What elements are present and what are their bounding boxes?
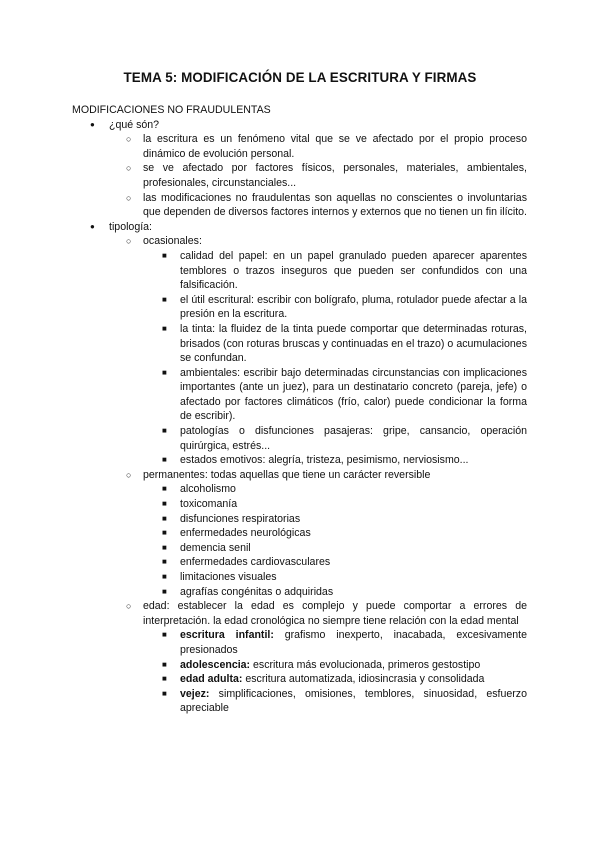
list-item-label: edad: establecer la edad es complejo y puede comportar a errores de interpretación. la edad cronológica no siempre tiene relación con la edad mental [143,600,527,627]
list-item [72,628,527,657]
list-item-text [180,628,527,657]
square-bullet-icon: ■ [162,367,167,377]
list-item-label: tipología: [109,220,152,233]
list-item-tipologia [72,220,527,716]
edad-list [72,628,527,716]
list-item-text: estados emotivos: alegría, tristeza, pesimismo, nerviosismo... [180,454,469,467]
list-item [72,132,527,161]
list-item-text: disfunciones respiratorias [180,512,301,525]
list-item-text: enfermedades neurológicas [180,527,311,540]
list-item [72,585,527,600]
list-item [72,672,527,687]
term-label: vejez: [180,687,210,700]
list-item-label: ocasionales: [143,235,202,248]
ocasionales-list [72,249,527,468]
list-item [72,497,527,512]
list-item-text [180,687,527,716]
list-item-text: toxicomanía [180,498,238,511]
filled-circle-bullet-icon: ● [90,221,95,231]
list-item-que-son [72,118,527,220]
list-item-text: limitaciones visuales [180,571,277,583]
hollow-circle-bullet-icon: ○ [126,469,132,480]
square-bullet-icon: ■ [162,688,167,698]
list-item-text: alcoholismo [180,483,236,496]
hollow-circle-bullet-icon: ○ [126,192,132,203]
square-bullet-icon: ■ [162,572,167,581]
list-item-text: la escritura es un fenómeno vital que se ve afectado por el propio proceso dinámico de evolución personal. [143,133,527,160]
square-bullet-icon: ■ [162,674,167,684]
term-description: escritura más evolucionada, primeros gestostipo [250,658,481,671]
list-item-label: ¿qué són? [109,118,160,131]
list-item [72,526,527,541]
permanentes-list [72,482,527,599]
square-bullet-icon: ■ [162,513,167,523]
list-item [72,512,527,527]
section-heading: MODIFICACIONES NO FRAUDULENTAS [72,104,271,116]
list-item-text [180,672,527,687]
list-item [72,161,527,190]
square-bullet-icon: ■ [162,586,167,596]
list-item [72,322,527,366]
square-bullet-icon: ■ [162,323,167,333]
square-bullet-icon: ■ [162,528,167,538]
term-label: escritura infantil: [180,629,274,642]
filled-circle-bullet-icon: ● [90,119,95,129]
list-item-text: la tinta: la fluidez de la tinta puede comportar que determinadas roturas, brisados (con roturas bruscas y continuadas en el trazo) o acumulaciones se confundan. [180,322,527,365]
list-item-text: el útil escritural: escribir con bolígrafo, pluma, rotulador puede afectar a la presión en la escritura. [180,293,527,321]
list-item-text: demencia senil [180,541,251,554]
list-item-permanentes [72,468,527,599]
list-item [72,482,527,497]
square-bullet-icon: ■ [162,659,167,669]
term-description: grafismo inexperto, inacabada, excesivamente presionados [180,629,527,656]
hollow-circle-bullet-icon: ○ [126,601,132,612]
square-bullet-icon: ■ [162,455,167,465]
square-bullet-icon: ■ [162,542,167,552]
list-item-edad [72,599,527,716]
list-item-text: patologías o disfunciones pasajeras: gripe, cansancio, operación quirúrgica, estrés... [180,425,527,452]
square-bullet-icon: ■ [162,499,167,509]
list-item-ocasionales [72,234,527,468]
list-item-text: enfermedades cardiovasculares [180,556,331,569]
document-body [72,103,527,716]
list-item [72,293,527,322]
list-item [72,658,527,673]
list-item [72,687,527,716]
list-item-text: calidad del papel: en un papel granulado pueden aparecer aparentes temblores o trazos inseguros que pueden ser confundidos con una falsificación. [180,249,527,292]
square-bullet-icon: ■ [162,557,167,567]
list-item [72,555,527,570]
hollow-circle-bullet-icon: ○ [126,236,132,247]
term-label: edad adulta: [180,673,243,686]
tipologia-list [72,234,527,716]
list-item-text: agrafías congénitas o adquiridas [180,585,334,598]
hollow-circle-bullet-icon: ○ [126,134,132,145]
document-title: TEMA 5: MODIFICACIÓN DE LA ESCRITURA Y FIRMAS [123,70,477,85]
list-item-text: ambientales: escribir bajo determinadas circunstancias con implicaciones importantes (ante un juez), para un destinatario concreto (pareja, jefe) o afectado por factores climáticos (frío, calor) puede condicionar la forma de escribir). [180,366,527,423]
list-item-text [180,658,527,673]
list-item-text: se ve afectado por factores físicos, personales, materiales, ambientales, profesionales, circunstanciales... [143,162,527,189]
top-level-list [72,118,527,716]
list-item [72,249,527,293]
term-label: adolescencia: [180,658,251,671]
square-bullet-icon: ■ [162,484,167,494]
square-bullet-icon: ■ [162,250,167,260]
que-son-list [72,132,527,220]
square-bullet-icon: ■ [162,426,167,436]
term-description: escritura automatizada, idiosincrasia y consolidada [242,673,485,686]
list-item-label: permanentes: todas aquellas que tiene un carácter reversible [143,468,431,481]
square-bullet-icon: ■ [162,294,167,304]
list-item [72,366,527,424]
list-item [72,453,527,468]
list-item [72,424,527,453]
list-item [72,541,527,556]
square-bullet-icon: ■ [162,630,167,640]
term-description: simplificaciones, omisiones, temblores, sinuosidad, esfuerzo apreciable [180,687,527,715]
list-item [72,570,527,585]
list-item [72,191,527,220]
list-item-text: las modificaciones no fraudulentas son aquellas no conscientes o involuntarias que dependen de diversos factores internos y externos que no tienen un fin ilícito. [143,191,527,219]
hollow-circle-bullet-icon: ○ [126,163,132,174]
